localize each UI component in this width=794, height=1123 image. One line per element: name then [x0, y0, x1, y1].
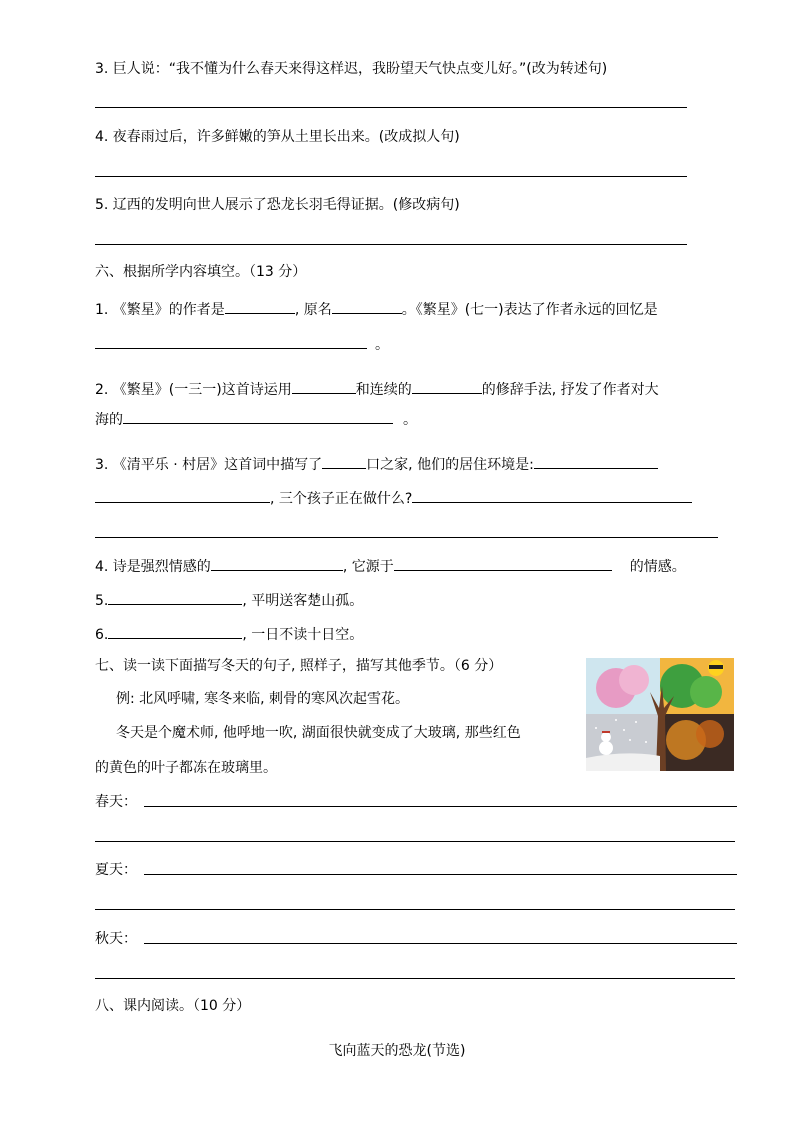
blank-memory[interactable]	[95, 333, 367, 349]
answer-line-spring[interactable]	[144, 806, 737, 807]
winter-paragraph-line-2: 的黄色的叶子都冻在玻璃里。	[95, 760, 277, 776]
q3-text-a: 3. 《清平乐 · 村居》这首词中描写了	[95, 457, 323, 473]
section-8-heading: 八、课内阅读。（10 分）	[95, 998, 251, 1014]
q1-text-b: , 原名	[294, 302, 332, 318]
answer-line[interactable]	[95, 107, 687, 108]
answer-line[interactable]	[95, 841, 735, 842]
blank-feeling[interactable]	[123, 408, 393, 424]
winter-paragraph-line-1: 冬天是个魔术师, 他呼地一吹, 湖面很快就变成了大玻璃, 那些红色	[116, 725, 521, 741]
section-6-heading: 六、根据所学内容填空。（13 分）	[95, 264, 307, 280]
q2-text-a: 2. 《繁星》(一三一)这首诗运用	[95, 382, 292, 398]
q3-text-b: 口之家, 他们的居住环境是:	[366, 457, 534, 473]
answer-line[interactable]	[95, 909, 735, 910]
question-5-4: 4. 夜春雨过后，许多鲜嫩的笋从土里长出来。(改成拟人句)	[95, 129, 460, 145]
blank-environment-1[interactable]	[534, 453, 658, 469]
blank-author[interactable]	[225, 298, 295, 314]
question-6-3-line-2	[95, 487, 692, 508]
four-seasons-tree-illustration	[586, 658, 734, 771]
answer-line-summer[interactable]	[144, 874, 737, 875]
blank-family-count[interactable]	[322, 453, 366, 469]
label-autumn: 秋天：	[95, 931, 137, 947]
q2-text-b: 和连续的	[355, 382, 412, 398]
label-spring: 春天：	[95, 794, 137, 810]
q4-text-c: 的情感。	[629, 559, 686, 575]
question-6-1-line-2	[95, 333, 389, 354]
question-6-2-line-1	[95, 378, 659, 399]
answer-line[interactable]	[95, 978, 735, 979]
blank-verse-6[interactable]	[108, 623, 242, 639]
question-5-5: 5. 辽西的发明向世人展示了恐龙长羽毛得证据。(修改病句)	[95, 197, 460, 213]
blank-original-name[interactable]	[332, 298, 402, 314]
q1-end: 。	[375, 337, 389, 353]
answer-line[interactable]	[95, 537, 718, 538]
question-6-1-line-1	[95, 298, 658, 319]
blank-children[interactable]	[412, 487, 692, 503]
q6-text-b: , 一日不读十日空。	[242, 627, 364, 643]
q2-text-c: 的修辞手法, 抒发了作者对大	[481, 382, 659, 398]
q4-text-a: 4. 诗是强烈情感的	[95, 559, 211, 575]
blank-environment-2[interactable]	[95, 487, 270, 503]
answer-line[interactable]	[95, 176, 687, 177]
blank-rhetoric-1[interactable]	[292, 378, 356, 394]
q1-text-a: 1. 《繁星》的作者是	[95, 302, 225, 318]
q3-text-c: , 三个孩子正在做什么?	[270, 491, 413, 507]
answer-line-autumn[interactable]	[144, 943, 737, 944]
q5-text-a: 5.	[95, 593, 109, 609]
q1-text-c: 。《繁星》(七一)表达了作者永远的回忆是	[401, 302, 658, 318]
section-7-heading: 七、读一读下面描写冬天的句子, 照样子，描写其他季节。（6 分）	[95, 658, 503, 674]
answer-line[interactable]	[95, 244, 687, 245]
passage-title: 飞向蓝天的恐龙(节选)	[328, 1043, 466, 1059]
question-6-2-line-2	[95, 408, 417, 429]
blank-poem-1[interactable]	[211, 555, 343, 571]
question-6-6	[95, 623, 363, 644]
q2-text-d: 海的	[95, 412, 123, 428]
q4-text-b: , 它源于	[342, 559, 394, 575]
blank-verse-5[interactable]	[108, 589, 242, 605]
q6-text-a: 6.	[95, 627, 109, 643]
blank-rhetoric-2[interactable]	[412, 378, 482, 394]
blank-poem-2[interactable]	[394, 555, 612, 571]
example-sentence: 例: 北风呼啸, 寒冬来临, 刺骨的寒风次起雪花。	[116, 691, 409, 707]
question-6-3-line-1	[95, 453, 658, 474]
q2-end: 。	[403, 412, 417, 428]
label-summer: 夏天：	[95, 862, 137, 878]
question-6-4	[95, 555, 686, 576]
question-6-5	[95, 589, 363, 610]
q5-text-b: , 平明送客楚山孤。	[242, 593, 364, 609]
question-5-3: 3. 巨人说：“我不懂为什么春天来得这样迟，我盼望天气快点变儿好。”(改为转述句)	[95, 61, 608, 77]
